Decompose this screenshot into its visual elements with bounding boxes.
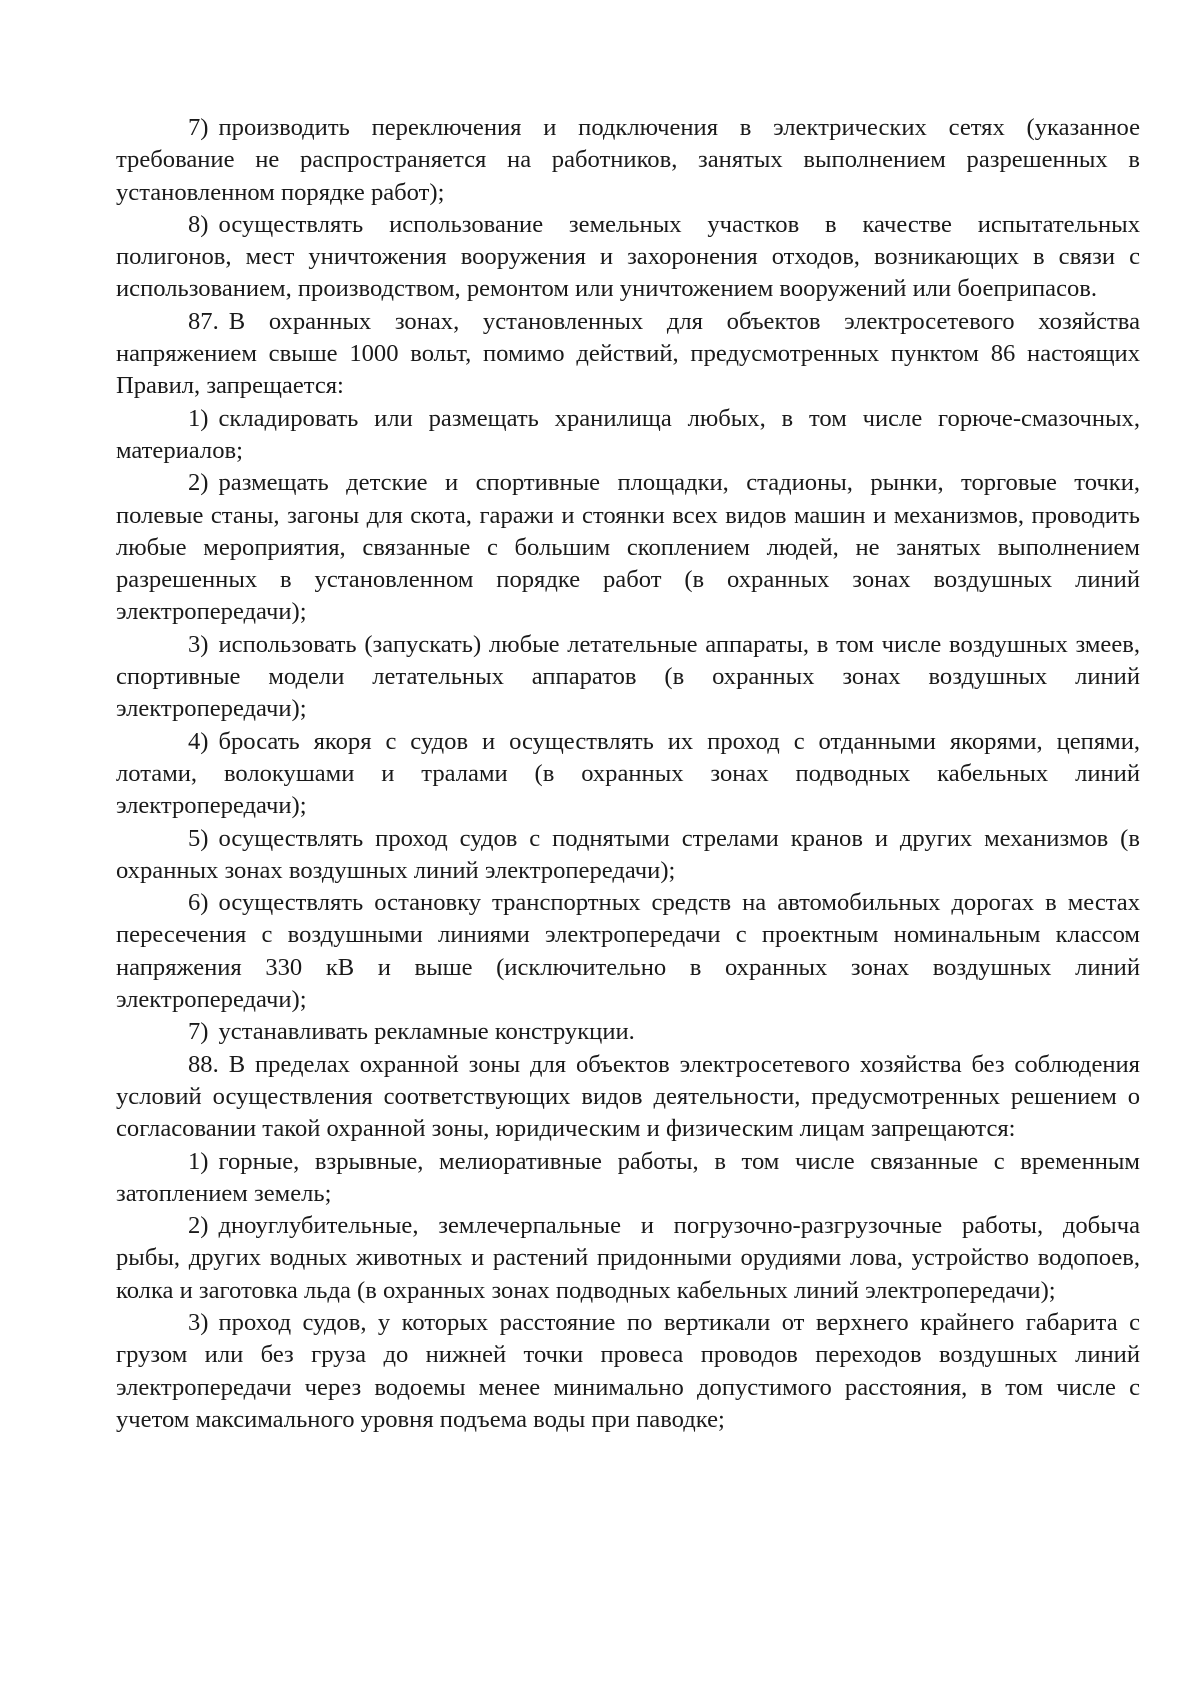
- clause-88: [116, 1049, 1140, 1146]
- clause-87: [116, 306, 1140, 403]
- paragraph-text: осуществлять остановку транспортных средств на автомобильных дорогах в местах пересечения с воздушными линиями электропередачи с проектным номинальным классом напряжения 330 кВ и выше (исключительно в охранных зонах воздушных линий электропередачи);: [116, 889, 1140, 1014]
- paragraph-text: осуществлять использование земельных участков в качестве испытательных полигонов, мест уничтожения вооружения и захоронения отходов, возникающих в связи с использованием, производством, ремонтом или уничтожением вооружений или боеприпасов.: [116, 210, 1140, 303]
- paragraph-text: устанавливать рекламные конструкции.: [218, 1018, 635, 1046]
- paragraph-item-7-switching: [116, 112, 1140, 209]
- paragraph-item-2-sites: [116, 467, 1140, 628]
- clause-text: В охранных зонах, установленных для объектов электросетевого хозяйства напряжением свыше 1000 вольт, помимо действий, предусмотренных пунктом 86 настоящих Правил, запрещается:: [116, 307, 1140, 400]
- paragraph-number: 2): [188, 1212, 209, 1240]
- paragraph-number: 1): [188, 404, 209, 432]
- paragraph-item-8-land-use: [116, 209, 1140, 306]
- paragraph-item-7-advertising: [116, 1016, 1140, 1048]
- paragraph-text: осуществлять проход судов с поднятыми стрелами кранов и других механизмов (в охранных зонах воздушных линий электропередачи);: [116, 824, 1140, 884]
- paragraph-number: 8): [188, 210, 209, 238]
- paragraph-text: проход судов, у которых расстояние по вертикали от верхнего крайнего габарита с грузом или без груза до нижней точки провеса проводов переходов воздушных линий электропередачи через водоемы менее минимально допустимого расстояния, в том числе с учетом максимального уровня подъема воды при паводке;: [116, 1308, 1140, 1433]
- paragraph-item-3-ship-clearance: [116, 1307, 1140, 1436]
- paragraph-text: производить переключения и подключения в электрических сетях (указанное требование не распространяется на работников, занятых выполнением разрешенных в установленном порядке работ);: [116, 114, 1140, 206]
- clause-number: 87.: [188, 307, 219, 335]
- paragraph-item-6-vehicles: [116, 887, 1140, 1016]
- paragraph-item-2-dredging: [116, 1210, 1140, 1307]
- paragraph-number: 4): [188, 727, 209, 755]
- clause-number: 88.: [188, 1050, 219, 1078]
- paragraph-item-1-storage: [116, 403, 1140, 468]
- paragraph-number: 7): [188, 1018, 209, 1046]
- paragraph-item-3-aircraft: [116, 629, 1140, 726]
- paragraph-number: 5): [188, 824, 209, 852]
- paragraph-item-1-mining: [116, 1146, 1140, 1211]
- paragraph-text: складировать или размещать хранилища любых, в том числе горюче-смазочных, материалов;: [116, 404, 1140, 464]
- paragraph-text: использовать (запускать) любые летательные аппараты, в том числе воздушных змеев, спортивные модели летательных аппаратов (в охранных зонах воздушных линий электропередачи);: [116, 630, 1140, 723]
- paragraph-text: горные, взрывные, мелиоративные работы, в том числе связанные с временным затоплением земель;: [116, 1147, 1140, 1207]
- paragraph-number: 1): [188, 1147, 209, 1175]
- document-page: [116, 112, 1140, 1436]
- paragraph-item-5-vessels: [116, 823, 1140, 888]
- paragraph-text: бросать якоря с судов и осуществлять их проход с отданными якорями, цепями, лотами, волокушами и тралами (в охранных зонах подводных кабельных линий электропередачи);: [116, 727, 1140, 820]
- paragraph-item-4-anchors: [116, 726, 1140, 823]
- paragraph-number: 7): [188, 114, 209, 141]
- paragraph-text: размещать детские и спортивные площадки, стадионы, рынки, торговые точки, полевые станы, загоны для скота, гаражи и стоянки всех видов машин и механизмов, проводить любые мероприятия, связанные с большим скоплением людей, не занятых выполнением разрешенных в установленном порядке работ (в охранных зонах воздушных линий электропередачи);: [116, 469, 1140, 626]
- paragraph-text: дноуглубительные, землечерпальные и погрузочно-разгрузочные работы, добыча рыбы, других водных животных и растений придонными орудиями лова, устройство водопоев, колка и заготовка льда (в охранных зонах подводных кабельных линий электропередачи);: [116, 1212, 1140, 1304]
- paragraph-number: 6): [188, 889, 209, 917]
- paragraph-number: 2): [188, 469, 209, 497]
- paragraph-number: 3): [188, 630, 209, 658]
- paragraph-number: 3): [188, 1308, 209, 1336]
- clause-text: В пределах охранной зоны для объектов электросетевого хозяйства без соблюдения условий осуществления соответствующих видов деятельности, предусмотренных решением о согласовании такой охранной зоны, юридическим и физическим лицам запрещаются:: [116, 1050, 1140, 1143]
